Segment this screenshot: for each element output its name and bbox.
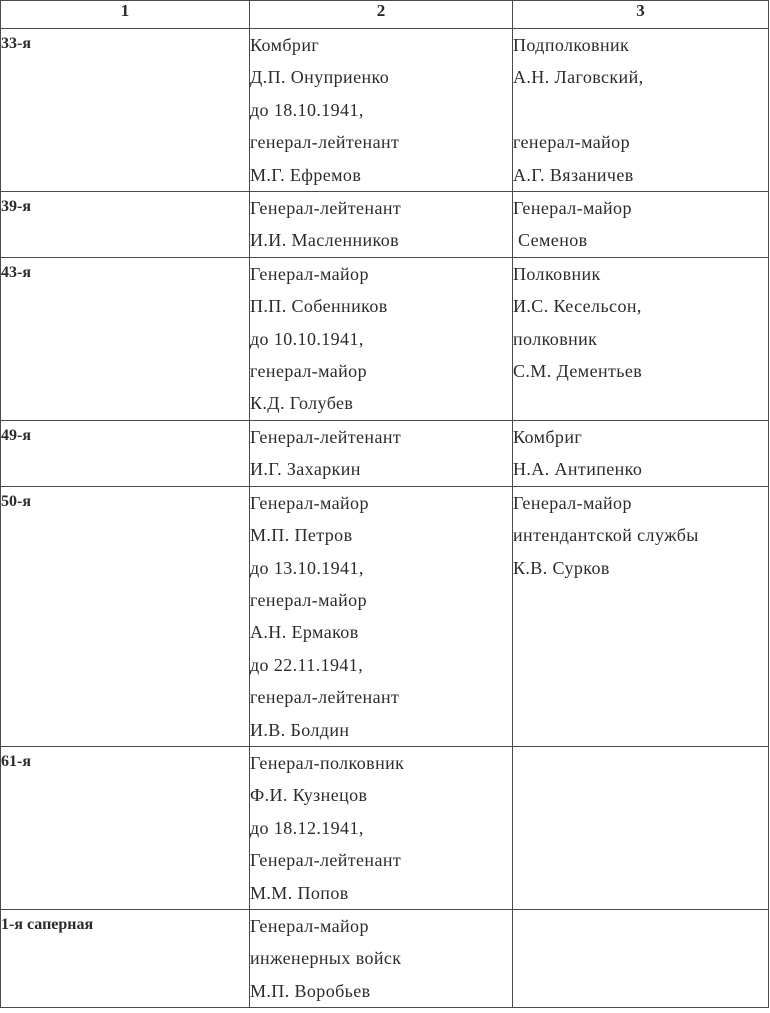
- commander-line: Генерал-лейтенант: [250, 198, 402, 219]
- commander-line: А.Н. Ермаков: [250, 622, 359, 643]
- commander-line: до 22.11.1941,: [250, 654, 364, 675]
- staff-line: А.Н. Лаговский,: [513, 67, 644, 88]
- commander-line: Д.П. Онуприенко: [250, 67, 390, 88]
- commander-cell: [250, 420, 513, 486]
- army-cell: [1, 909, 250, 1007]
- commander-line: до 10.10.1941,: [250, 328, 364, 349]
- commander-line: генерал-лейтенант: [250, 132, 400, 153]
- commander-line: до 18.12.1941,: [250, 817, 364, 838]
- staff-line: Генерал-майор: [513, 492, 632, 513]
- column-header-1: 1: [1, 1, 250, 29]
- staff-line: Н.А. Антипенко: [513, 459, 643, 480]
- commander-line: Генерал-лейтенант: [250, 426, 402, 447]
- table-row: [1, 909, 769, 1007]
- commander-line: К.Д. Голубев: [250, 393, 354, 414]
- table-row: [1, 486, 769, 746]
- staff-line: К.В. Сурков: [513, 557, 610, 578]
- commander-cell: [250, 909, 513, 1007]
- army-name: 61-я: [1, 752, 31, 770]
- commander-line: генерал-майор: [250, 589, 367, 610]
- commander-line: И.И. Масленников: [250, 230, 400, 251]
- commander-line: Генерал-лейтенант: [250, 850, 402, 871]
- commander-cell: [250, 486, 513, 746]
- commander-line: Ф.И. Кузнецов: [250, 785, 368, 806]
- staff-cell: [513, 909, 769, 1007]
- commander-line: М.М. Попов: [250, 882, 349, 903]
- commander-line: генерал-майор: [250, 361, 367, 382]
- commander-cell: [250, 29, 513, 192]
- column-header-3: 3: [513, 1, 769, 29]
- commander-line: Генерал-майор: [250, 492, 369, 513]
- table-row: [1, 29, 769, 192]
- staff-cell: [513, 29, 769, 192]
- commander-line: Генерал-майор: [250, 915, 369, 936]
- commander-line: П.П. Собенников: [250, 296, 388, 317]
- staff-cell: [513, 486, 769, 746]
- commander-line: М.П. Воробьев: [250, 980, 371, 1001]
- army-cell: [1, 29, 250, 192]
- commander-line: до 13.10.1941,: [250, 557, 364, 578]
- commander-line: Генерал-полковник: [250, 752, 405, 773]
- army-name: 33-я: [1, 35, 31, 52]
- commander-cell: [250, 257, 513, 420]
- commander-line: инженерных войск: [250, 948, 402, 969]
- army-name: 39-я: [1, 198, 31, 216]
- table-row: [1, 420, 769, 486]
- commander-line: М.Г. Ефремов: [250, 164, 362, 185]
- table-row: [1, 257, 769, 420]
- army-name: 43-я: [1, 263, 31, 281]
- table-row: [1, 746, 769, 909]
- commander-line: Комбриг: [250, 35, 320, 55]
- army-cell: [1, 746, 250, 909]
- army-name: 50-я: [1, 492, 31, 510]
- staff-line: И.С. Кесельсон,: [513, 296, 642, 317]
- staff-line: Семенов: [518, 230, 588, 251]
- staff-line: А.Г. Вязаничев: [513, 164, 634, 185]
- army-name: 1-я саперная: [1, 915, 94, 933]
- staff-line: генерал-майор: [513, 132, 630, 153]
- staff-line: интендантской службы: [513, 525, 699, 546]
- staff-cell: [513, 420, 769, 486]
- staff-line: Подполковник: [513, 35, 630, 55]
- army-name: 49-я: [1, 426, 31, 444]
- column-header-2: 2: [250, 1, 513, 29]
- army-cell: [1, 486, 250, 746]
- staff-line: Комбриг: [513, 426, 583, 447]
- commander-line: генерал-лейтенант: [250, 687, 400, 708]
- commander-cell: [250, 192, 513, 258]
- staff-cell: [513, 257, 769, 420]
- staff-line: полковник: [513, 328, 598, 349]
- army-cell: [1, 257, 250, 420]
- staff-cell: [513, 192, 769, 258]
- staff-cell: [513, 746, 769, 909]
- army-cell: [1, 192, 250, 258]
- commander-line: Генерал-майор: [250, 263, 369, 284]
- commander-line: М.П. Петров: [250, 525, 353, 546]
- staff-line: С.М. Дементьев: [513, 361, 643, 382]
- staff-line: Генерал-майор: [513, 198, 632, 219]
- table-row: [1, 192, 769, 258]
- staff-line: Полковник: [513, 263, 601, 284]
- commander-line: И.Г. Захаркин: [250, 459, 361, 480]
- staff-line: [513, 94, 768, 126]
- commander-line: до 18.10.1941,: [250, 99, 364, 120]
- commander-line: И.В. Болдин: [250, 719, 350, 740]
- header-row: [1, 1, 769, 29]
- army-cell: [1, 420, 250, 486]
- commander-cell: [250, 746, 513, 909]
